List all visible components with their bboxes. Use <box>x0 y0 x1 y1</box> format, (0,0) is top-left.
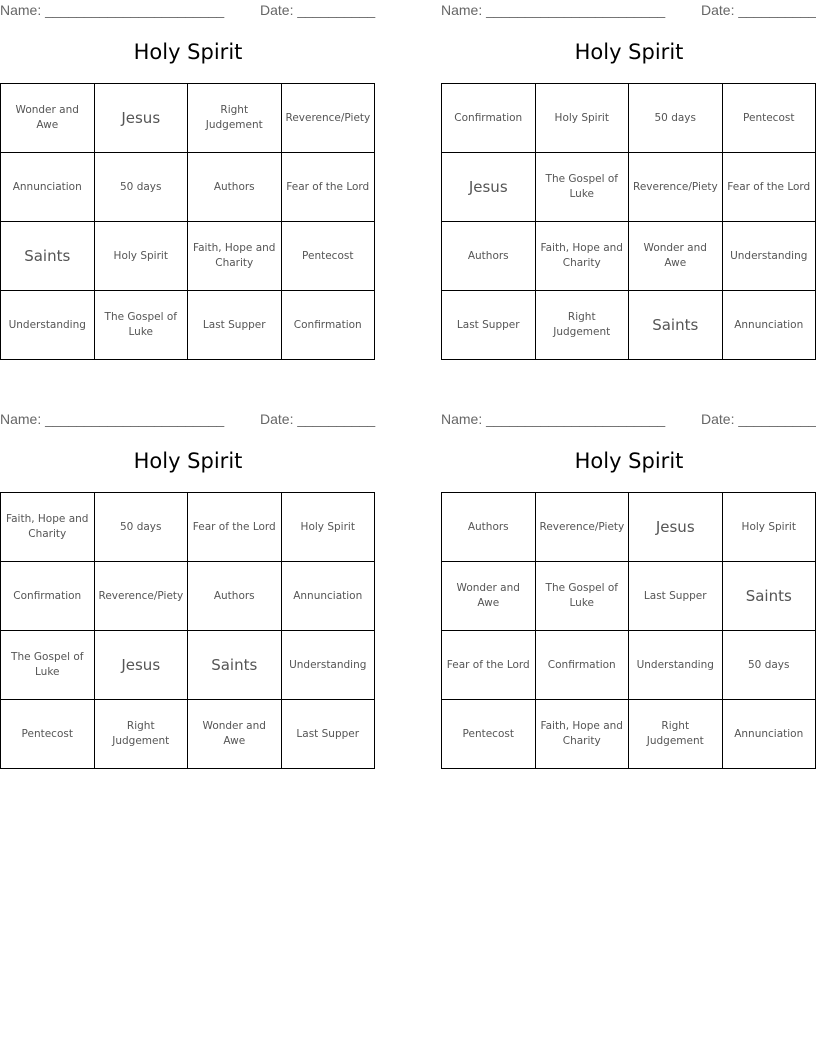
grid-cell: Right Judgement <box>94 700 188 769</box>
grid-row <box>442 84 816 153</box>
grid-cell: Saints <box>722 562 816 631</box>
grid-cell: Authors <box>188 153 282 222</box>
grid-row <box>1 222 375 291</box>
grid-cell: Right Judgement <box>188 84 282 153</box>
grid-cell: Jesus <box>94 631 188 700</box>
grid-row <box>442 700 816 769</box>
grid-cell: Confirmation <box>535 631 629 700</box>
grid-cell: Pentecost <box>281 222 375 291</box>
grid-cell: The Gospel of Luke <box>535 562 629 631</box>
grid-cell: Pentecost <box>1 700 95 769</box>
grid-cell: Annunciation <box>281 562 375 631</box>
date-line: Date: __________ <box>701 2 816 18</box>
bingo-grid <box>0 83 375 360</box>
grid-cell: The Gospel of Luke <box>94 291 188 360</box>
grid-cell: Last Supper <box>188 291 282 360</box>
card-header <box>0 0 376 22</box>
bingo-card-2 <box>441 0 816 338</box>
grid-cell: Reverence/Piety <box>535 493 629 562</box>
grid-cell: Faith, Hope and Charity <box>535 222 629 291</box>
grid-cell: Right Judgement <box>629 700 723 769</box>
grid-row <box>1 291 375 360</box>
grid-cell: Understanding <box>1 291 95 360</box>
grid-row <box>442 153 816 222</box>
grid-cell: Last Supper <box>281 700 375 769</box>
grid-row <box>442 291 816 360</box>
name-line: Name: _______________________ <box>441 2 666 18</box>
grid-cell: Saints <box>188 631 282 700</box>
grid-cell: Annunciation <box>722 700 816 769</box>
grid-row <box>442 562 816 631</box>
card-title: Holy Spirit <box>133 449 243 473</box>
grid-cell: Jesus <box>629 493 723 562</box>
bingo-card-3 <box>0 409 376 747</box>
grid-cell: Holy Spirit <box>281 493 375 562</box>
grid-cell: Faith, Hope and Charity <box>188 222 282 291</box>
bingo-card-1 <box>0 0 376 338</box>
date-line: Date: __________ <box>701 411 816 427</box>
date-line: Date: __________ <box>260 411 376 427</box>
grid-cell: Pentecost <box>722 84 816 153</box>
grid-row <box>1 84 375 153</box>
grid-row <box>1 631 375 700</box>
grid-row <box>442 222 816 291</box>
grid-row <box>1 562 375 631</box>
grid-cell: Annunciation <box>722 291 816 360</box>
name-line: Name: _______________________ <box>0 2 225 18</box>
grid-cell: 50 days <box>94 153 188 222</box>
grid-cell: 50 days <box>94 493 188 562</box>
grid-row <box>442 493 816 562</box>
card-title: Holy Spirit <box>574 40 684 64</box>
grid-cell: 50 days <box>629 84 723 153</box>
grid-cell: Confirmation <box>442 84 536 153</box>
grid-cell: Understanding <box>629 631 723 700</box>
grid-cell: Authors <box>442 222 536 291</box>
grid-cell: Holy Spirit <box>94 222 188 291</box>
grid-cell: The Gospel of Luke <box>1 631 95 700</box>
grid-cell: Last Supper <box>442 291 536 360</box>
grid-row <box>442 631 816 700</box>
card-title: Holy Spirit <box>133 40 243 64</box>
grid-cell: Right Judgement <box>535 291 629 360</box>
grid-cell: Authors <box>188 562 282 631</box>
grid-cell: Faith, Hope and Charity <box>535 700 629 769</box>
card-header <box>441 0 816 22</box>
card-header <box>0 409 376 431</box>
grid-cell: Faith, Hope and Charity <box>1 493 95 562</box>
grid-cell: Saints <box>1 222 95 291</box>
grid-cell: Reverence/Piety <box>94 562 188 631</box>
grid-cell: Jesus <box>94 84 188 153</box>
grid-cell: Jesus <box>442 153 536 222</box>
grid-cell: Authors <box>442 493 536 562</box>
bingo-grid <box>441 83 816 360</box>
name-line: Name: _______________________ <box>441 411 666 427</box>
grid-cell: Reverence/Piety <box>281 84 375 153</box>
grid-cell: Understanding <box>722 222 816 291</box>
bingo-grid <box>0 492 375 769</box>
grid-cell: Fear of the Lord <box>442 631 536 700</box>
bingo-grid <box>441 492 816 769</box>
bingo-card-4 <box>441 409 816 747</box>
card-title: Holy Spirit <box>574 449 684 473</box>
grid-row <box>1 493 375 562</box>
grid-cell: Confirmation <box>1 562 95 631</box>
grid-row <box>1 153 375 222</box>
grid-cell: Fear of the Lord <box>281 153 375 222</box>
name-line: Name: _______________________ <box>0 411 225 427</box>
grid-cell: Holy Spirit <box>722 493 816 562</box>
grid-cell: Fear of the Lord <box>722 153 816 222</box>
grid-cell: Holy Spirit <box>535 84 629 153</box>
grid-cell: Wonder and Awe <box>1 84 95 153</box>
grid-cell: Annunciation <box>1 153 95 222</box>
grid-cell: Reverence/Piety <box>629 153 723 222</box>
grid-cell: Confirmation <box>281 291 375 360</box>
grid-cell: Last Supper <box>629 562 723 631</box>
date-line: Date: __________ <box>260 2 376 18</box>
grid-cell: Pentecost <box>442 700 536 769</box>
grid-cell: 50 days <box>722 631 816 700</box>
grid-cell: Understanding <box>281 631 375 700</box>
grid-row <box>1 700 375 769</box>
grid-cell: Wonder and Awe <box>188 700 282 769</box>
grid-cell: Fear of the Lord <box>188 493 282 562</box>
card-header <box>441 409 816 431</box>
grid-cell: The Gospel of Luke <box>535 153 629 222</box>
grid-cell: Wonder and Awe <box>629 222 723 291</box>
grid-cell: Wonder and Awe <box>442 562 536 631</box>
grid-cell: Saints <box>629 291 723 360</box>
